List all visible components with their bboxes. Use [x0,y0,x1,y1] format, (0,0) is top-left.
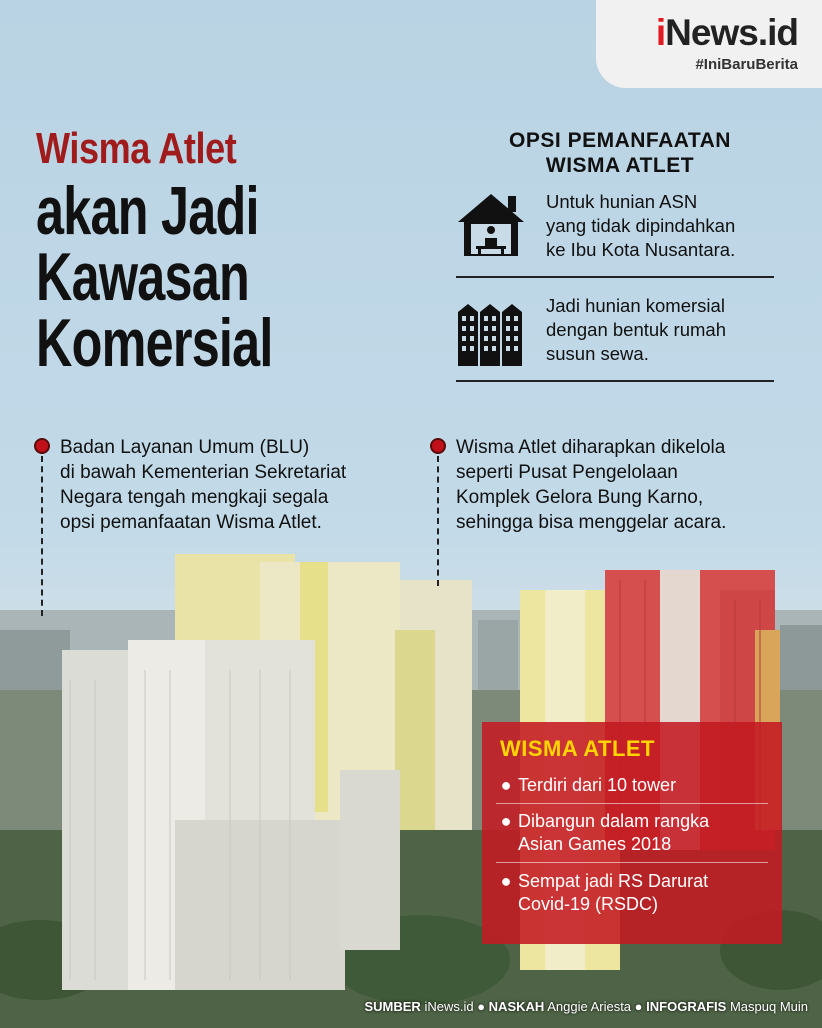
fact-3-line-2: Covid-19 (RSDC) [518,894,659,914]
writer-label: NASKAH [488,999,545,1014]
source-label: SUMBER [364,999,421,1014]
option-2-line-2: dengan bentuk rumah [546,319,726,340]
option-1-line-1: Untuk hunian ASN [546,191,698,212]
option-item-asn [456,188,774,278]
title-line-3: Kawasan [36,239,249,315]
info-left-line-4: opsi pemanfaatan Wisma Atlet. [60,512,322,533]
house-with-worker-icon [456,190,526,260]
option-2-line-1: Jadi hunian komersial [546,295,725,316]
options-heading [470,128,770,178]
fact-item-asian-games [496,810,768,863]
wisma-atlet-facts-box [482,722,782,944]
title-line-4: Komersial [36,305,273,381]
title-block [36,173,273,381]
right-dashed-line [437,456,439,586]
option-item-commercial [456,294,774,382]
fact-item-towers [496,774,768,804]
info-left-line-1: Badan Layanan Umum (BLU) [60,437,310,458]
writer-value: Anggie Ariesta [547,999,632,1014]
logo-badge [596,0,822,88]
option-2-line-3: susun sewa. [546,343,649,364]
left-dashed-line [41,456,43,616]
bullet-icon: ● [500,775,512,795]
info-right-line-3: Komplek Gelora Bung Karno, [456,487,704,508]
info-right-line-1: Wisma Atlet diharapkan dikelola [456,437,726,458]
option-text-commercial [546,294,726,366]
info-left [60,435,346,535]
bullet-icon: ● [500,871,512,891]
info-right-line-2: seperti Pusat Pengelolaan [456,462,678,483]
option-1-line-3: ke Ibu Kota Nusantara. [546,239,736,260]
separator-dot: ● [634,999,643,1014]
brand-tagline: #IniBaruBerita [695,56,798,73]
graphic-value: Maspuq Muin [729,999,808,1014]
options-heading-line-1: OPSI PEMANFAATAN [509,129,731,152]
fact-1-line-1: Terdiri dari 10 tower [518,775,677,795]
apartment-buildings-icon [456,300,526,370]
option-1-line-2: yang tidak dipindahkan [546,215,736,236]
title-line-2: akan Jadi [36,173,259,249]
fact-2-line-2: Asian Games 2018 [518,834,672,854]
right-pin-marker [430,438,446,454]
separator-dot: ● [477,999,486,1014]
fact-2-line-1: Dibangun dalam rangka [518,811,710,831]
option-text-asn [546,190,735,262]
graphic-label: INFOGRAFIS [646,999,727,1014]
options-heading-line-2: WISMA ATLET [545,154,695,177]
facts-box-title: WISMA ATLET [500,736,655,761]
source-value: iNews.id [424,999,474,1014]
bullet-icon: ● [500,811,512,831]
info-left-line-2: di bawah Kementerian Sekretariat [60,462,347,483]
brand-logo: iNews.id [655,12,798,53]
fact-item-rsdc [496,870,768,922]
credits-footer [364,999,808,1014]
info-left-line-3: Negara tengah mengkaji segala [60,487,329,508]
left-pin-marker [34,438,50,454]
info-right [456,435,726,535]
info-right-line-4: sehingga bisa menggelar acara. [456,512,727,533]
fact-3-line-1: Sempat jadi RS Darurat [518,871,709,891]
title-line-1: Wisma Atlet [36,124,237,173]
